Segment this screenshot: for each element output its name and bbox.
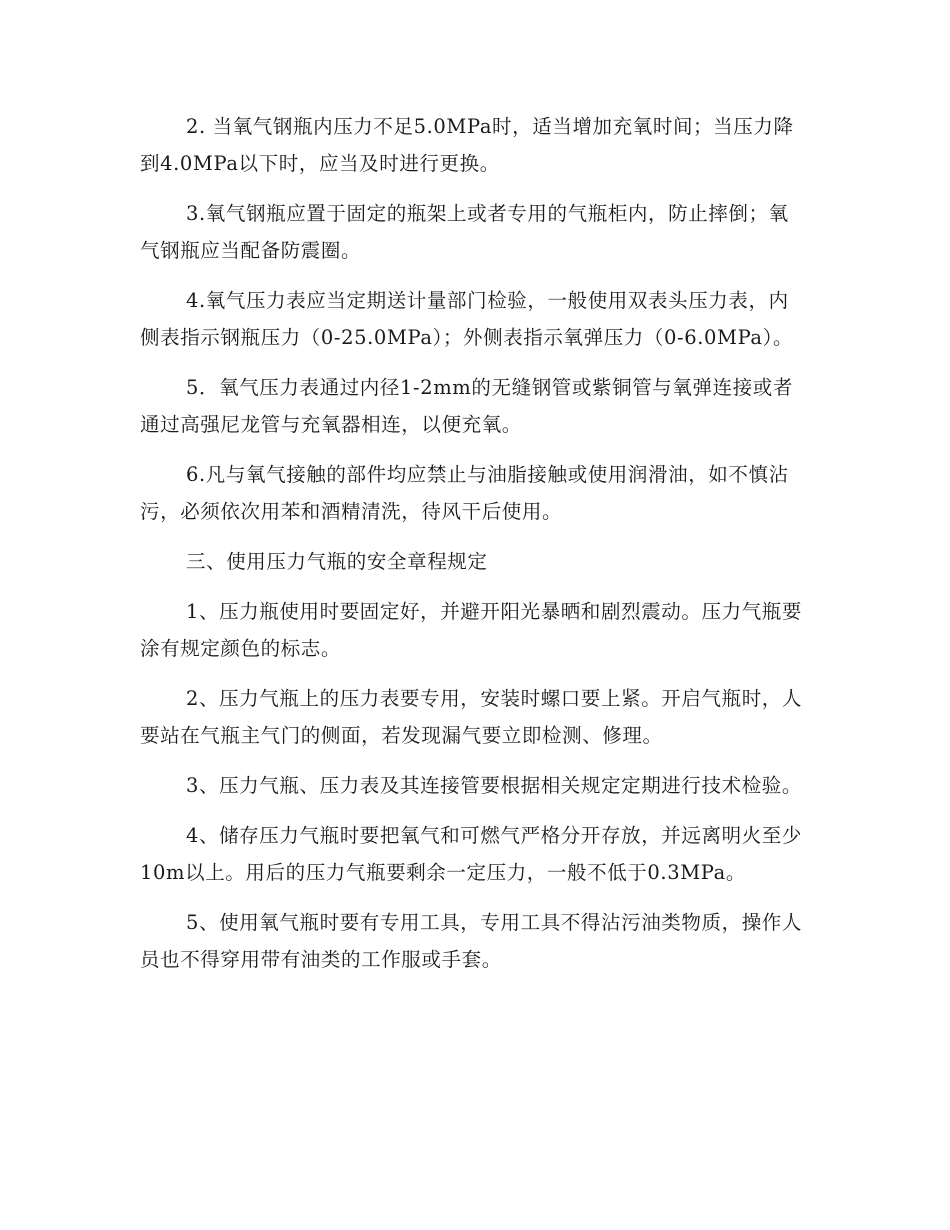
paragraph-pressure-gauge-inspection: 4.氧气压力表应当定期送计量部门检验，一般使用双表头压力表，内侧表指示钢瓶压力（0-25.0MPa）；外侧表指示氧弹压力（0-6.0MPa）。: [140, 289, 794, 349]
paragraph-rule-5: 5、使用氧气瓶时要有专用工具，专用工具不得沾污油类物质，操作人员也不得穿用带有油类的工作服或手套。: [140, 911, 803, 971]
document-body: [140, 108, 805, 991]
paragraph-rule-4: 4、储存压力气瓶时要把氧气和可燃气严格分开存放，并远离明火至少10m以上。用后的压力气瓶要剩余一定压力，一般不低于0.3MPa。: [140, 824, 803, 884]
paragraph-rule-1: 1、压力瓶使用时要固定好，并避开阳光暴晒和剧烈震动。压力气瓶要涂有规定颜色的标志。: [140, 600, 803, 660]
section-heading-safety-rules: 三、使用压力气瓶的安全章程规定: [186, 550, 488, 573]
paragraph-rule-2: 2、压力气瓶上的压力表要专用，安装时螺口要上紧。开启气瓶时，人要站在气瓶主气门的侧面，若发现漏气要立即检测、修理。: [140, 687, 803, 747]
paragraph-rule-3: 3、压力气瓶、压力表及其连接管要根据相关规定定期进行技术检验。: [186, 774, 803, 797]
paragraph-grease-prohibition: 6.凡与氧气接触的部件均应禁止与油脂接触或使用润滑油，如不慎沾污，必须依次用苯和酒精清洗，待风干后使用。: [140, 463, 789, 523]
paragraph-cylinder-placement: 3.氧气钢瓶应置于固定的瓶架上或者专用的气瓶柜内，防止摔倒；氧气钢瓶应当配备防震圈。: [140, 202, 789, 262]
paragraph-oxygen-pressure-low: 2. 当氧气钢瓶内压力不足5.0MPa时，适当增加充氧时间；当压力降到4.0MPa以下时，应当及时进行更换。: [140, 115, 794, 175]
paragraph-gauge-connection: 5．氧气压力表通过内径1-2mm的无缝钢管或紫铜管与氧弹连接或者通过高强尼龙管与充氧器相连，以便充氧。: [140, 376, 793, 436]
